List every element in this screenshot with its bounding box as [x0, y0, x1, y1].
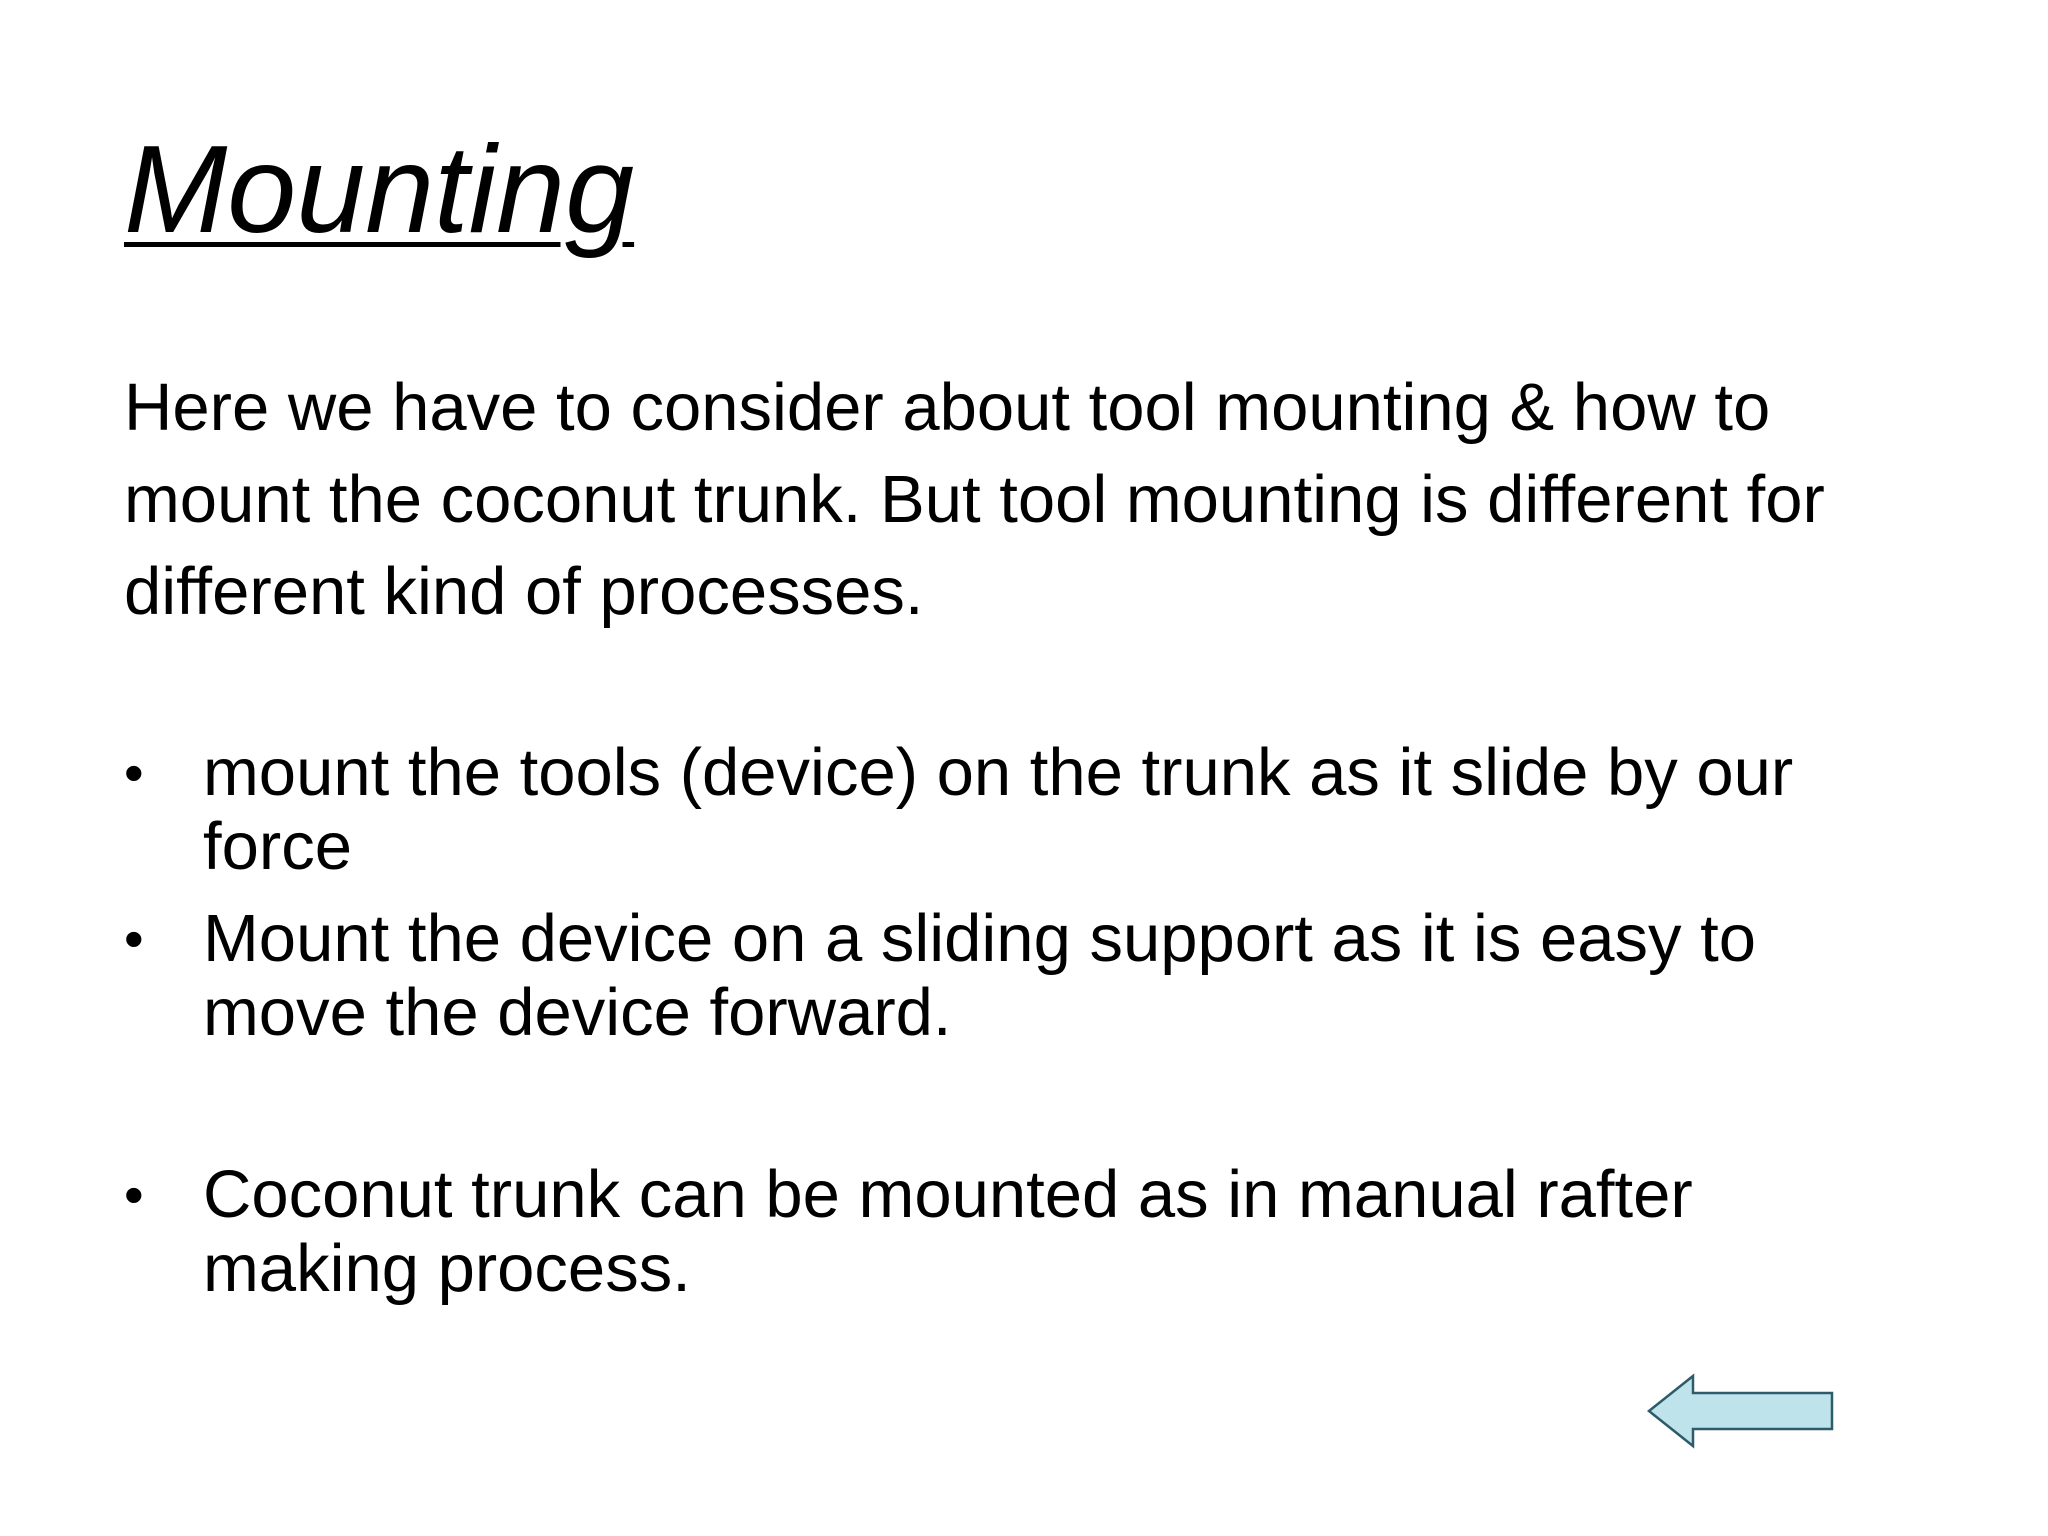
list-item — [124, 902, 1924, 1050]
intro-paragraph: Here we have to consider about tool mounting & how to mount the coconut trunk. But tool mounting is different for different kind of processes. — [124, 370, 1825, 629]
bullet-icon: • — [124, 741, 144, 804]
left-arrow-icon — [1646, 1373, 1836, 1449]
arrow-shape — [1649, 1376, 1832, 1446]
bullet-icon: • — [124, 1163, 144, 1226]
bullet-text: Coconut trunk can be mounted as in manual rafter making process. — [203, 1157, 1693, 1306]
bullet-text: mount the tools (device) on the trunk as it slide by our force — [203, 735, 1794, 884]
bullet-text: Mount the device on a sliding support as it is easy to move the device forward. — [203, 901, 1757, 1050]
slide-title: Mounting — [124, 121, 635, 259]
list-item — [124, 1158, 1924, 1306]
bullet-list — [124, 736, 1924, 1306]
back-button[interactable] — [1646, 1373, 1836, 1449]
list-item — [124, 736, 1924, 884]
bullet-icon: • — [124, 907, 144, 970]
